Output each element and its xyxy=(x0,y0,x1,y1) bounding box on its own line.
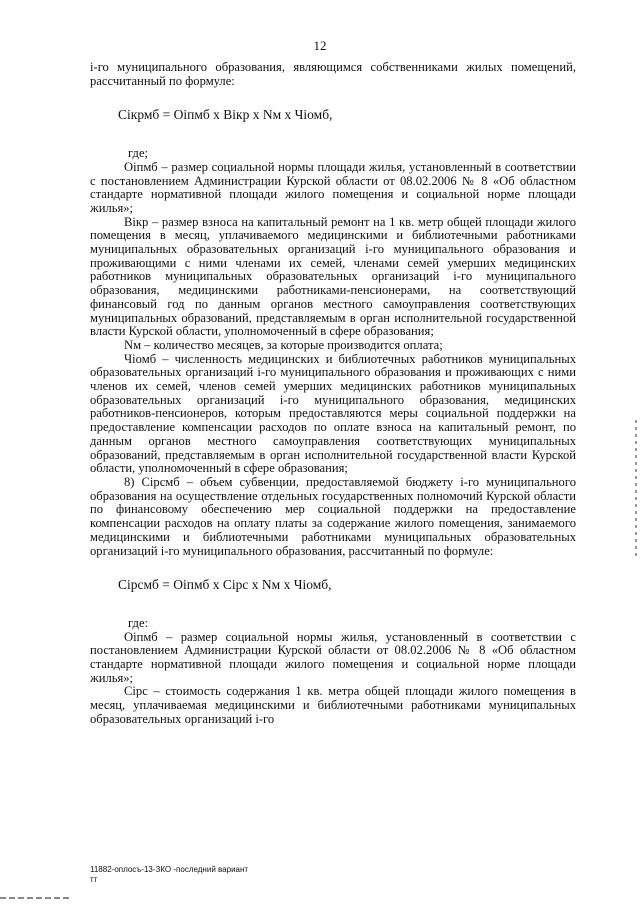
scan-bottom-mark xyxy=(0,897,70,899)
document-footer xyxy=(90,865,248,885)
definition-vikr: Вікр – размер взноса на капитальный ремонт на 1 кв. метр общей площади жилого помещения в месяц, уплачиваемого медицинскими и библиотечными работниками муниципальных образовательных организаций і-го муниципального образования и проживающими с ними членами их семей, членами семей умерших медицинских работников муниципальных образовательных организаций і-го муниципального образования, медицинскими работниками-пенсионерами, на соответствующий финансовый год по данным органов местного самоуправления соответствующих муниципальных образований, представляемым в орган исполнительной государственной власти Курской области, уполномоченный в сфере образования; xyxy=(90,214,576,339)
definition-nm: Nм – количество месяцев, за которые производится оплата; xyxy=(124,337,443,352)
item-8-sirsmb: 8) Сірсмб – объем субвенции, предоставляемой бюджету і-го муниципального образования на осуществление отдельных государственных полномочий Курской области по финансовому обеспечению мер социальной поддержки на предоставление компенсации расходов на оплату платы за содержание жилого помещения, занимаемого медицинскими и библиотечными работниками муниципальных образовательных организаций і-го муниципального образования, рассчитанный по формуле: xyxy=(90,474,576,558)
definition-oipmb: Оіпмб – размер социальной нормы площади жилья, установленный в соответствии с постановлением Администрации Курской области от 08.02.2006 № 8 «Об областном стандарте нормативной площади жилого помещения и социальной норме площади жилья»; xyxy=(90,159,576,215)
formula-sikrmb: Сікрмб = Оіпмб х Вікр х Nм х Чіомб, xyxy=(118,107,333,123)
definition-chiomb: Чіомб – численность медицинских и библиотечных работников муниципальных образовательных организаций і-го муниципального образования и проживающих с ними членов их семей, членов семей умерших медицинских работников муниципальных образовательных организаций і-го муниципального образования, медицинских работников-пенсионеров, которым предоставляются меры социальной поддержки на предоставление компенсации расходов по оплате взноса на капитальный ремонт, по данным органов местного самоуправления соответствующих муниципальных образований, представляемым в орган исполнительной государственной власти Курской области, уполномоченный в сфере образования; xyxy=(90,351,576,476)
document-body xyxy=(90,61,576,727)
paragraph-continuation: i-го муниципального образования, являющимся собственниками жилых помещений, рассчитанный по формуле: xyxy=(90,60,576,88)
definition-sirs: Сірс – стоимость содержания 1 кв. метра общей площади жилого помещения в месяц, уплачиваемая медицинскими и библиотечными работниками муниципальных образовательных организаций і-го xyxy=(90,684,576,726)
definition-oipmb-2: Оіпмб – размер социальной нормы жилья, установленный в соответствии с постановлением Администрации Курской области от 08.02.2006 № 8 «Об областном стандарте нормативной площади жилого помещения и социальной норме площади жилья»; xyxy=(90,629,576,685)
where-label-2: где: xyxy=(128,615,149,630)
formula-sirsmb: Сірсмб = Оіпмб х Сірс х Nм х Чіомб, xyxy=(118,577,332,593)
where-label: где; xyxy=(128,146,149,161)
footer-initials: тт xyxy=(90,875,98,884)
page-number: 12 xyxy=(313,38,327,53)
scan-edge-mark xyxy=(635,420,637,560)
footer-file-id: 11882-оплосъ-13-ЗКО -последний вариант xyxy=(90,865,249,874)
